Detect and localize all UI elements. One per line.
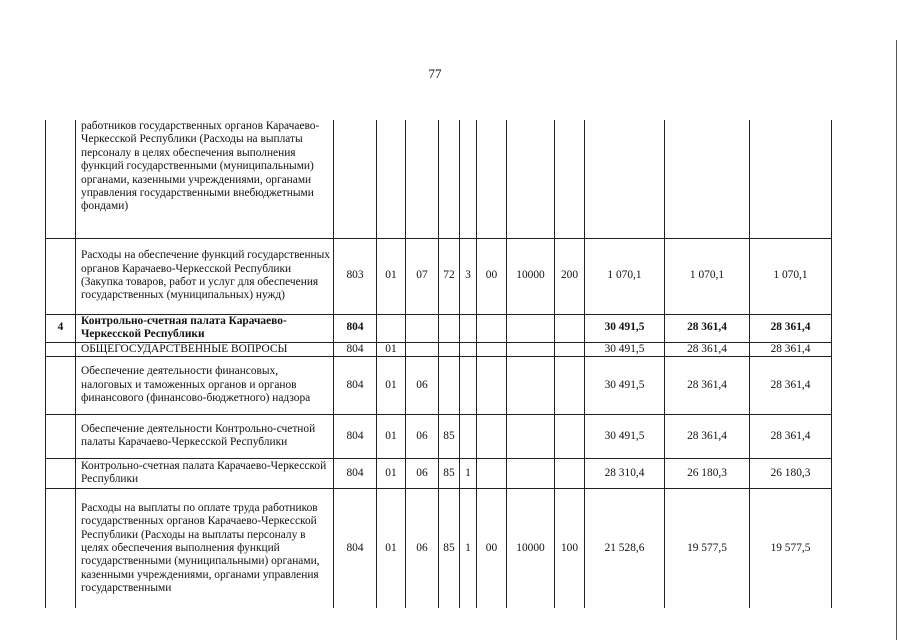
expense-code <box>507 414 555 458</box>
type-code <box>555 356 585 414</box>
direction-code <box>477 342 507 356</box>
subsection-code <box>406 342 439 356</box>
amount-year-2: 1 070,1 <box>665 238 750 314</box>
amount-year-3: 28 361,4 <box>750 342 832 356</box>
program-code: 85 <box>439 458 460 488</box>
amount-year-1: 30 491,5 <box>585 342 665 356</box>
amount-year-1: 30 491,5 <box>585 414 665 458</box>
section-code: 01 <box>377 414 406 458</box>
subsection-code: 06 <box>406 356 439 414</box>
subsection-code <box>406 120 439 238</box>
direction-code <box>477 356 507 414</box>
table-body <box>46 120 832 608</box>
subprogram-code <box>460 414 477 458</box>
row-number <box>46 414 76 458</box>
amount-year-1: 30 491,5 <box>585 314 665 342</box>
amount-year-1: 30 491,5 <box>585 356 665 414</box>
item-name: Обеспечение деятельности Контрольно-счетной палаты Карачаево-Черкесской Республики <box>76 414 334 458</box>
ministry-code: 804 <box>334 356 377 414</box>
amount-year-2: 28 361,4 <box>665 342 750 356</box>
ministry-code: 804 <box>334 342 377 356</box>
direction-code <box>477 458 507 488</box>
subsection-code: 07 <box>406 238 439 314</box>
amount-year-1 <box>585 120 665 238</box>
expense-code <box>507 356 555 414</box>
subsection-code: 06 <box>406 488 439 608</box>
type-code <box>555 414 585 458</box>
row-number <box>46 120 76 238</box>
section-code: 01 <box>377 488 406 608</box>
amount-year-3 <box>750 120 832 238</box>
subprogram-code: 1 <box>460 458 477 488</box>
subprogram-code <box>460 120 477 238</box>
table-row <box>46 238 832 314</box>
type-code <box>555 458 585 488</box>
ministry-code: 804 <box>334 314 377 342</box>
section-code: 01 <box>377 458 406 488</box>
type-code <box>555 314 585 342</box>
item-name: ОБЩЕГОСУДАРСТВЕННЫЕ ВОПРОСЫ <box>76 342 334 356</box>
subsection-code <box>406 314 439 342</box>
expense-code <box>507 342 555 356</box>
program-code: 85 <box>439 414 460 458</box>
table-row <box>46 342 832 356</box>
row-number <box>46 238 76 314</box>
type-code <box>555 120 585 238</box>
amount-year-1: 21 528,6 <box>585 488 665 608</box>
amount-year-2: 28 361,4 <box>665 314 750 342</box>
ministry-code: 804 <box>334 414 377 458</box>
row-number <box>46 488 76 608</box>
subprogram-code: 1 <box>460 488 477 608</box>
amount-year-2: 28 361,4 <box>665 356 750 414</box>
expense-code <box>507 120 555 238</box>
program-code: 85 <box>439 488 460 608</box>
program-code <box>439 314 460 342</box>
row-number <box>46 356 76 414</box>
section-code: 01 <box>377 342 406 356</box>
amount-year-2: 26 180,3 <box>665 458 750 488</box>
type-code: 200 <box>555 238 585 314</box>
amount-year-2: 19 577,5 <box>665 488 750 608</box>
ministry-code: 804 <box>334 488 377 608</box>
amount-year-3: 19 577,5 <box>750 488 832 608</box>
amount-year-3: 28 361,4 <box>750 356 832 414</box>
direction-code <box>477 414 507 458</box>
item-name: Расходы на обеспечение функций государственных органов Карачаево-Черкесской Республики (Закупка товаров, работ и услуг для обеспечения государственных (муниципальных) нужд) <box>76 238 334 314</box>
table-row <box>46 458 832 488</box>
section-code <box>377 120 406 238</box>
type-code: 100 <box>555 488 585 608</box>
program-code <box>439 342 460 356</box>
subprogram-code <box>460 342 477 356</box>
ministry-code: 803 <box>334 238 377 314</box>
expense-code <box>507 314 555 342</box>
table-row <box>46 356 832 414</box>
program-code: 72 <box>439 238 460 314</box>
scan-edge-line <box>896 40 897 640</box>
table-row <box>46 414 832 458</box>
row-number: 4 <box>46 314 76 342</box>
table-row <box>46 120 832 238</box>
direction-code: 00 <box>477 238 507 314</box>
item-name: работников государственных органов Карачаево-Черкесской Республики (Расходы на выплаты персоналу в целях обеспечения выполнения функций государственными (муниципальными) органами, казенными учреждениями, органами управления государственными внебюджетными фондами) <box>76 120 334 238</box>
amount-year-3: 1 070,1 <box>750 238 832 314</box>
row-number <box>46 342 76 356</box>
subprogram-code: 3 <box>460 238 477 314</box>
amount-year-1: 1 070,1 <box>585 238 665 314</box>
subprogram-code <box>460 356 477 414</box>
direction-code <box>477 314 507 342</box>
program-code <box>439 120 460 238</box>
section-code: 01 <box>377 238 406 314</box>
row-number <box>46 458 76 488</box>
amount-year-3: 28 361,4 <box>750 414 832 458</box>
budget-table <box>45 120 832 608</box>
expense-code: 10000 <box>507 488 555 608</box>
table-row <box>46 314 832 342</box>
table-row <box>46 488 832 608</box>
subsection-code: 06 <box>406 414 439 458</box>
page-number: 77 <box>428 66 442 81</box>
amount-year-2: 28 361,4 <box>665 414 750 458</box>
amount-year-3: 28 361,4 <box>750 314 832 342</box>
expense-code: 10000 <box>507 238 555 314</box>
amount-year-2 <box>665 120 750 238</box>
amount-year-3: 26 180,3 <box>750 458 832 488</box>
direction-code <box>477 120 507 238</box>
type-code <box>555 342 585 356</box>
subprogram-code <box>460 314 477 342</box>
amount-year-1: 28 310,4 <box>585 458 665 488</box>
ministry-code <box>334 120 377 238</box>
item-name: Контрольно-счетная палата Карачаево-Черкесской Республики <box>76 458 334 488</box>
item-name: Обеспечение деятельности финансовых, налоговых и таможенных органов и органов финансового (финансово-бюджетного) надзора <box>76 356 334 414</box>
section-code <box>377 314 406 342</box>
ministry-code: 804 <box>334 458 377 488</box>
direction-code: 00 <box>477 488 507 608</box>
subsection-code: 06 <box>406 458 439 488</box>
program-code <box>439 356 460 414</box>
expense-code <box>507 458 555 488</box>
section-code: 01 <box>377 356 406 414</box>
item-name: Контрольно-счетная палата Карачаево-Черкесской Республики <box>76 314 334 342</box>
item-name: Расходы на выплаты по оплате труда работников государственных органов Карачаево-Черкесской Республики (Расходы на выплаты персоналу в целях обеспечения выполнения функций государственными (муниципальными) органами, казенными учреждениями, органами управления государственными <box>76 488 334 608</box>
